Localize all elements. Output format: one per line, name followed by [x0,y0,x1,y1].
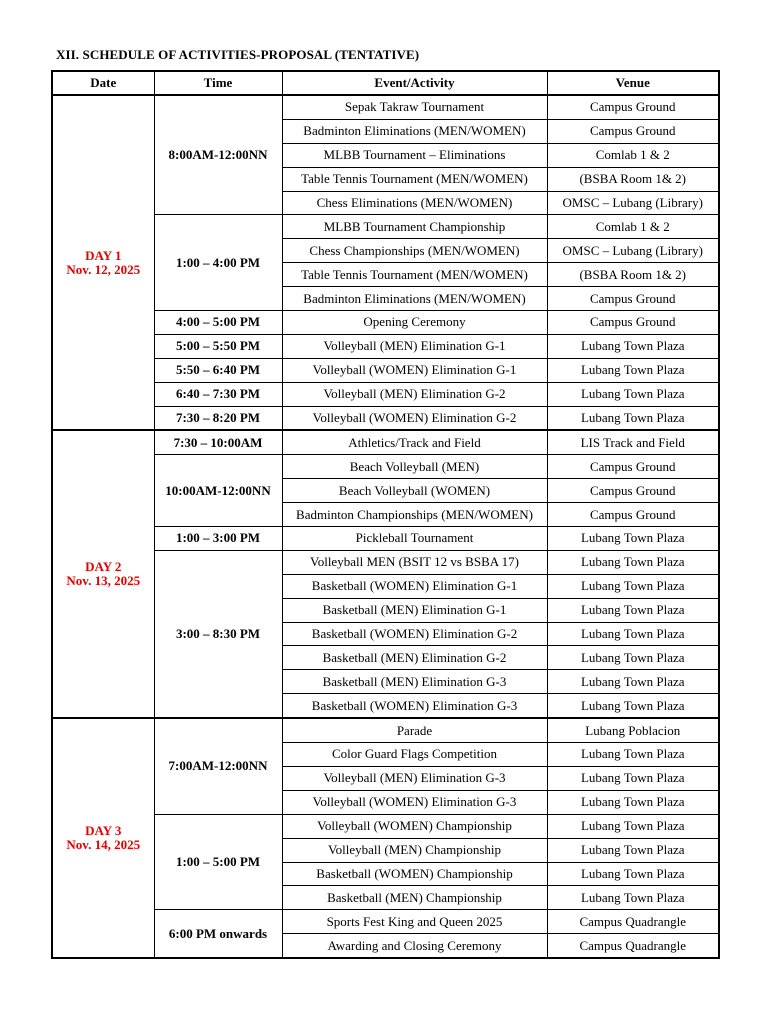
event-cell: Sports Fest King and Queen 2025 [282,910,547,934]
time-cell: 8:00AM-12:00NN [154,95,282,215]
venue-cell: Lubang Town Plaza [547,646,719,670]
day-date: Nov. 14, 2025 [66,837,141,853]
venue-cell: Campus Ground [547,455,719,479]
venue-cell: Campus Ground [547,287,719,311]
event-cell: MLBB Tournament Championship [282,215,547,239]
venue-cell: Lubang Town Plaza [547,790,719,814]
event-cell: Beach Volleyball (MEN) [282,455,547,479]
venue-cell: Lubang Town Plaza [547,527,719,551]
header-venue: Venue [547,71,719,95]
event-cell: Volleyball (WOMEN) Championship [282,814,547,838]
venue-cell: Lubang Town Plaza [547,406,719,430]
event-cell: Opening Ceremony [282,311,547,335]
schedule-heading: XII. SCHEDULE OF ACTIVITIES-PROPOSAL (TENTATIVE) [56,47,420,62]
day-label: DAY 3 [85,823,122,839]
event-cell: Volleyball (MEN) Championship [282,838,547,862]
venue-cell: Lubang Town Plaza [547,886,719,910]
header-time: Time [154,71,282,95]
venue-cell: Lubang Town Plaza [547,382,719,406]
venue-cell: Lubang Town Plaza [547,598,719,622]
event-cell: Chess Eliminations (MEN/WOMEN) [282,191,547,215]
event-cell: Volleyball (MEN) Elimination G-2 [282,382,547,406]
time-cell: 7:30 – 8:20 PM [154,406,282,430]
event-cell: Parade [282,718,547,742]
event-cell: Volleyball (MEN) Elimination G-1 [282,334,547,358]
time-cell: 6:00 PM onwards [154,910,282,958]
venue-cell: Campus Ground [547,479,719,503]
time-cell: 5:50 – 6:40 PM [154,358,282,382]
event-cell: Table Tennis Tournament (MEN/WOMEN) [282,167,547,191]
schedule-body [52,95,719,958]
day-label: DAY 2 [85,559,122,575]
event-cell: Volleyball (WOMEN) Elimination G-1 [282,358,547,382]
event-cell: Volleyball (WOMEN) Elimination G-2 [282,406,547,430]
venue-cell: Lubang Town Plaza [547,743,719,767]
event-cell: Basketball (MEN) Elimination G-2 [282,646,547,670]
venue-cell: Lubang Town Plaza [547,814,719,838]
event-cell: Volleyball MEN (BSIT 12 vs BSBA 17) [282,550,547,574]
event-cell: Beach Volleyball (WOMEN) [282,479,547,503]
event-cell: Basketball (MEN) Championship [282,886,547,910]
venue-cell: Lubang Town Plaza [547,358,719,382]
event-cell: Basketball (WOMEN) Championship [282,862,547,886]
time-cell: 3:00 – 8:30 PM [154,550,282,718]
table-row [52,95,719,119]
venue-cell: Lubang Town Plaza [547,766,719,790]
venue-cell: Lubang Town Plaza [547,694,719,718]
event-cell: Pickleball Tournament [282,527,547,551]
event-cell: Athletics/Track and Field [282,430,547,454]
venue-cell: Campus Ground [547,119,719,143]
time-cell: 6:40 – 7:30 PM [154,382,282,406]
time-cell: 5:00 – 5:50 PM [154,334,282,358]
time-cell: 1:00 – 5:00 PM [154,814,282,910]
table-row [52,718,719,742]
day-label: DAY 1 [85,247,122,263]
event-cell: Basketball (MEN) Elimination G-1 [282,598,547,622]
event-cell: Awarding and Closing Ceremony [282,934,547,958]
event-cell: Volleyball (MEN) Elimination G-3 [282,766,547,790]
time-cell: 1:00 – 4:00 PM [154,215,282,311]
venue-cell: Campus Quadrangle [547,934,719,958]
day-cell [52,95,154,430]
day-date: Nov. 12, 2025 [66,261,141,277]
time-cell: 1:00 – 3:00 PM [154,527,282,551]
event-cell: Chess Championships (MEN/WOMEN) [282,239,547,263]
event-cell: Basketball (MEN) Elimination G-3 [282,670,547,694]
event-cell: MLBB Tournament – Eliminations [282,143,547,167]
table-header-row [52,71,719,95]
schedule-table [51,70,720,959]
venue-cell: Lubang Town Plaza [547,838,719,862]
venue-cell: (BSBA Room 1& 2) [547,263,719,287]
event-cell: Badminton Eliminations (MEN/WOMEN) [282,287,547,311]
venue-cell: Campus Quadrangle [547,910,719,934]
venue-cell: Lubang Town Plaza [547,670,719,694]
time-cell: 7:30 – 10:00AM [154,430,282,454]
venue-cell: Comlab 1 & 2 [547,215,719,239]
event-cell: Basketball (WOMEN) Elimination G-3 [282,694,547,718]
venue-cell: (BSBA Room 1& 2) [547,167,719,191]
time-cell: 4:00 – 5:00 PM [154,311,282,335]
day-cell [52,430,154,718]
venue-cell: Lubang Town Plaza [547,622,719,646]
event-cell: Table Tennis Tournament (MEN/WOMEN) [282,263,547,287]
venue-cell: Lubang Poblacion [547,718,719,742]
venue-cell: Lubang Town Plaza [547,574,719,598]
header-event: Event/Activity [282,71,547,95]
event-cell: Basketball (WOMEN) Elimination G-2 [282,622,547,646]
venue-cell: Lubang Town Plaza [547,862,719,886]
time-cell: 10:00AM-12:00NN [154,455,282,527]
venue-cell: Campus Ground [547,311,719,335]
venue-cell: Comlab 1 & 2 [547,143,719,167]
venue-cell: OMSC – Lubang (Library) [547,191,719,215]
venue-cell: LIS Track and Field [547,430,719,454]
day-cell [52,718,154,958]
time-cell: 7:00AM-12:00NN [154,718,282,814]
event-cell: Basketball (WOMEN) Elimination G-1 [282,574,547,598]
header-date: Date [52,71,154,95]
venue-cell: Campus Ground [547,95,719,119]
venue-cell: Lubang Town Plaza [547,550,719,574]
table-row [52,430,719,454]
event-cell: Badminton Championships (MEN/WOMEN) [282,503,547,527]
venue-cell: Lubang Town Plaza [547,334,719,358]
event-cell: Color Guard Flags Competition [282,743,547,767]
day-date: Nov. 13, 2025 [66,573,141,589]
event-cell: Badminton Eliminations (MEN/WOMEN) [282,119,547,143]
event-cell: Sepak Takraw Tournament [282,95,547,119]
venue-cell: Campus Ground [547,503,719,527]
venue-cell: OMSC – Lubang (Library) [547,239,719,263]
event-cell: Volleyball (WOMEN) Elimination G-3 [282,790,547,814]
